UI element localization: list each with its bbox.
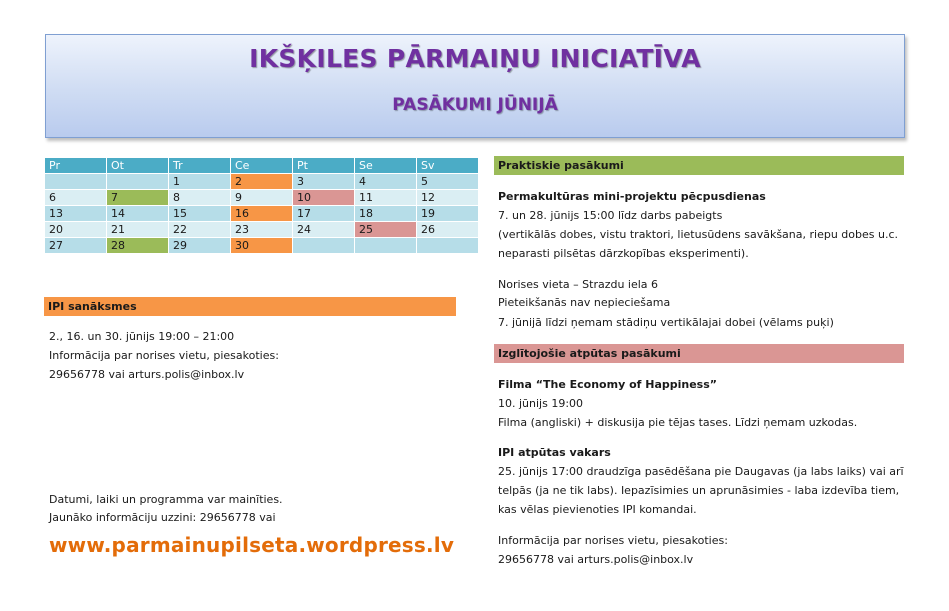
- calendar-day-cell: 20: [45, 222, 107, 238]
- calendar-week-row: [45, 222, 479, 238]
- calendar-day-cell: 18: [355, 206, 417, 222]
- header-banner: [45, 34, 905, 138]
- calendar-day-cell: [417, 238, 479, 254]
- ipi-meetings-heading: IPI sanāksmes: [44, 297, 456, 316]
- calendar-day-cell-event: 16: [231, 206, 293, 222]
- calendar-day-cell: 1: [169, 174, 231, 190]
- calendar-day-header: Pr: [45, 158, 107, 174]
- film-desc: Filma (angliski) + diskusija pie tējas tases. Līdzi ņemam uzkodas.: [498, 416, 858, 429]
- calendar-day-cell-event: 28: [107, 238, 169, 254]
- educational-contact: 29656778 vai arturs.polis@inbox.lv: [498, 553, 694, 566]
- educational-info: Informācija par norises vietu, piesakoties:: [498, 534, 728, 547]
- practical-heading: Praktiskie pasākumi: [494, 156, 904, 175]
- permaculture-title: Permakultūras mini-projektu pēcpusdienas: [498, 190, 766, 203]
- calendar-day-header: Tr: [169, 158, 231, 174]
- calendar-day-cell: 6: [45, 190, 107, 206]
- calendar-day-cell: [355, 238, 417, 254]
- educational-heading: Izglītojošie atpūtas pasākumi: [494, 344, 904, 363]
- calendar-day-header: Se: [355, 158, 417, 174]
- footer-note-line2: Jaunāko informāciju uzzini: 29656778 vai: [49, 511, 276, 524]
- permaculture-dates: 7. un 28. jūnijs 15:00 līdz darbs pabeigts: [498, 209, 723, 222]
- calendar-day-header: Pt: [293, 158, 355, 174]
- calendar-day-cell: [45, 174, 107, 190]
- calendar-day-cell: 8: [169, 190, 231, 206]
- calendar-day-cell: 12: [417, 190, 479, 206]
- calendar-day-cell: 23: [231, 222, 293, 238]
- ipi-meetings-dates: 2., 16. un 30. jūnijs 19:00 – 21:00: [49, 330, 235, 343]
- calendar-day-cell: 3: [293, 174, 355, 190]
- page-subtitle: PASĀKUMI JŪNIJĀ: [392, 95, 558, 115]
- calendar-day-cell: 19: [417, 206, 479, 222]
- calendar-week-row: [45, 238, 479, 254]
- calendar-day-cell: 17: [293, 206, 355, 222]
- calendar-day-header: Ce: [231, 158, 293, 174]
- permaculture-note: 7. jūnijā līdzi ņemam stādiņu vertikālajai dobei (vēlams puķi): [498, 316, 834, 329]
- calendar-week-row: [45, 190, 479, 206]
- june-calendar: [44, 157, 479, 254]
- evening-line-3: kas vēlas pievienoties IPI komandai.: [498, 503, 697, 516]
- calendar-day-cell: 9: [231, 190, 293, 206]
- calendar-day-cell: 13: [45, 206, 107, 222]
- calendar-day-cell: [107, 174, 169, 190]
- calendar-day-cell: 22: [169, 222, 231, 238]
- calendar-week-row: [45, 206, 479, 222]
- permaculture-location: Norises vieta – Strazdu iela 6: [498, 278, 659, 291]
- calendar-day-header: Ot: [107, 158, 169, 174]
- calendar-day-cell: 21: [107, 222, 169, 238]
- calendar-week-row: [45, 174, 479, 190]
- calendar-day-cell: [293, 238, 355, 254]
- calendar-day-cell: 5: [417, 174, 479, 190]
- evening-line-2: telpās (ja ne tik labs). Iepazīsimies un aprunāsimies - laba izdevība tiem,: [498, 484, 900, 497]
- calendar-day-cell: 24: [293, 222, 355, 238]
- calendar-day-cell-event: 25: [355, 222, 417, 238]
- ipi-meetings-info: Informācija par norises vietu, piesakoties:: [49, 349, 279, 362]
- calendar-day-cell: 27: [45, 238, 107, 254]
- calendar-day-header: Sv: [417, 158, 479, 174]
- calendar-day-cell-event: 10: [293, 190, 355, 206]
- permaculture-desc-2: neparasti pilsētas dārzkopības eksperimenti).: [498, 247, 749, 260]
- calendar-day-cell: 4: [355, 174, 417, 190]
- permaculture-registration: Pieteikšanās nav nepieciešama: [498, 296, 671, 309]
- ipi-meetings-contact: 29656778 vai arturs.polis@inbox.lv: [49, 368, 245, 381]
- calendar-day-cell-event: 7: [107, 190, 169, 206]
- page-title: IKŠĶILES PĀRMAIŅU INICIATĪVA: [249, 44, 701, 73]
- calendar-header-row: [45, 158, 479, 174]
- evening-line-1: 25. jūnijs 17:00 draudzīga pasēdēšana pie Daugavas (ja labs laiks) vai arī: [498, 465, 904, 478]
- calendar-day-cell: 11: [355, 190, 417, 206]
- calendar-day-cell: 29: [169, 238, 231, 254]
- footer-note-line1: Datumi, laiki un programma var mainīties.: [49, 493, 283, 506]
- calendar-day-cell-event: 2: [231, 174, 293, 190]
- calendar-day-cell-event: 30: [231, 238, 293, 254]
- calendar-day-cell: 15: [169, 206, 231, 222]
- film-date: 10. jūnijs 19:00: [498, 397, 584, 410]
- calendar-day-cell: 26: [417, 222, 479, 238]
- website-link[interactable]: www.parmainupilseta.wordpress.lv: [49, 533, 455, 557]
- evening-title: IPI atpūtas vakars: [498, 446, 611, 459]
- permaculture-desc-1: (vertikālās dobes, vistu traktori, lietusūdens savākšana, riepu dobes u.c.: [498, 228, 899, 241]
- calendar-day-cell: 14: [107, 206, 169, 222]
- film-title: Filma “The Economy of Happiness”: [498, 378, 718, 391]
